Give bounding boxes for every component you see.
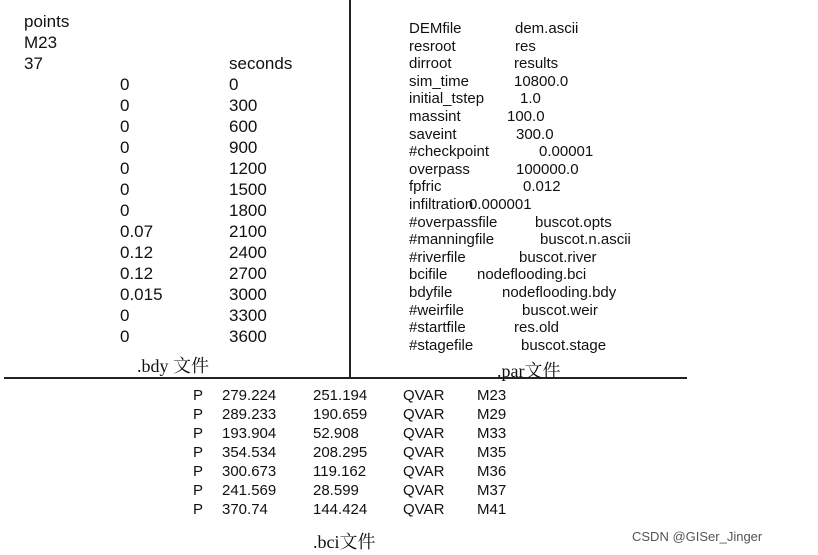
bdy-time-value: 900 xyxy=(229,138,258,157)
par-row xyxy=(0,214,818,232)
horizontal-divider xyxy=(4,377,687,379)
par-key: resroot xyxy=(409,37,456,55)
bdy-time-value: 3300 xyxy=(229,306,267,325)
bci-type: P xyxy=(193,444,204,461)
par-key: #startfile xyxy=(409,319,466,337)
par-row xyxy=(0,249,818,267)
par-row xyxy=(0,55,818,73)
par-row xyxy=(0,284,818,302)
par-value: buscot.opts xyxy=(535,213,612,231)
bdy-header-location: M23 xyxy=(24,33,58,52)
par-row xyxy=(0,196,818,214)
par-key: sim_time xyxy=(409,72,470,90)
par-key: dirroot xyxy=(409,55,452,73)
par-row xyxy=(0,108,818,126)
bci-location: M41 xyxy=(477,501,507,518)
bdy-flow-value: 0 xyxy=(120,327,130,346)
bci-row xyxy=(0,463,818,482)
bci-type: P xyxy=(193,387,204,404)
par-value: 100.0 xyxy=(507,108,545,125)
par-value: nodeflooding.bci xyxy=(477,266,587,284)
bci-y: 190.659 xyxy=(313,406,368,423)
bci-y: 144.424 xyxy=(313,501,368,518)
par-key: #riverfile xyxy=(409,248,466,266)
bci-y: 28.599 xyxy=(313,482,359,499)
par-row xyxy=(0,161,818,179)
par-key: fpfric xyxy=(409,178,442,196)
bdy-flow-value: 0 xyxy=(120,159,130,178)
bci-location: M36 xyxy=(477,463,507,480)
par-value: buscot.stage xyxy=(521,336,607,354)
par-row xyxy=(0,178,818,196)
watermark: CSDN @GISer_Jinger xyxy=(632,529,763,544)
par-row xyxy=(0,266,818,284)
bdy-flow-value: 0.015 xyxy=(120,285,163,304)
par-value: buscot.river xyxy=(519,248,597,266)
bdy-time-value: 3000 xyxy=(229,285,267,304)
par-key: #manningfile xyxy=(409,231,495,249)
par-row xyxy=(0,126,818,144)
bdy-flow-value: 0 xyxy=(120,180,130,199)
par-row xyxy=(0,302,818,320)
par-row xyxy=(0,38,818,56)
par-key: DEMfile xyxy=(409,20,462,37)
bci-type: P xyxy=(193,406,204,423)
bci-row xyxy=(0,482,818,501)
bci-x: 354.534 xyxy=(222,444,277,461)
bdy-flow-value: 0 xyxy=(120,138,130,157)
par-value: results xyxy=(514,55,559,73)
bci-y: 119.162 xyxy=(313,463,367,480)
bci-location: M37 xyxy=(477,482,507,499)
bdy-time-value: 600 xyxy=(229,117,258,136)
par-row xyxy=(0,20,818,38)
par-value: 1.0 xyxy=(520,90,541,108)
par-row xyxy=(0,90,818,108)
bci-caption: .bci文件 xyxy=(313,532,376,552)
bci-y: 208.295 xyxy=(313,444,368,461)
par-value: nodeflooding.bdy xyxy=(502,284,617,301)
par-row xyxy=(0,337,818,355)
bdy-flow-value: 0 xyxy=(120,96,130,115)
par-key: saveint xyxy=(409,125,457,143)
bci-y: 52.908 xyxy=(313,425,359,442)
bci-bc-type: QVAR xyxy=(403,425,445,442)
par-key: #overpassfile xyxy=(409,213,498,231)
bci-bc-type: QVAR xyxy=(403,501,445,518)
par-key: bdyfile xyxy=(409,284,453,301)
bdy-header-points: points xyxy=(24,12,70,31)
bci-bc-type: QVAR xyxy=(403,387,445,404)
bci-row xyxy=(0,406,818,425)
par-row xyxy=(0,231,818,249)
par-key: bcifile xyxy=(409,266,448,284)
par-value: dem.ascii xyxy=(515,20,579,37)
par-value: 300.0 xyxy=(516,125,554,143)
bdy-time-value: 3600 xyxy=(229,327,267,346)
par-value: 0.000001 xyxy=(469,196,532,213)
bdy-flow-value: 0 xyxy=(120,201,130,220)
bdy-time-value: 1500 xyxy=(229,180,267,199)
bdy-time-value: 2400 xyxy=(229,243,267,262)
bci-row xyxy=(0,444,818,463)
par-value: 100000.0 xyxy=(516,160,579,178)
bdy-flow-value: 0 xyxy=(120,75,130,94)
par-value: 0.012 xyxy=(523,178,561,196)
bci-type: P xyxy=(193,501,204,518)
bci-y: 251.194 xyxy=(313,387,368,404)
bdy-time-value: 1200 xyxy=(229,159,267,178)
par-row xyxy=(0,73,818,91)
par-key: #stagefile xyxy=(409,336,474,354)
par-value: res.old xyxy=(514,319,560,337)
par-key: initial_tstep xyxy=(409,90,485,108)
bci-bc-type: QVAR xyxy=(403,482,445,499)
par-key: #weirfile xyxy=(409,301,465,319)
bdy-time-value: 2100 xyxy=(229,222,267,241)
bci-x: 279.224 xyxy=(222,387,277,404)
bci-x: 300.673 xyxy=(222,463,277,480)
par-value: buscot.n.ascii xyxy=(540,231,631,249)
par-key: massint xyxy=(409,108,461,125)
bci-type: P xyxy=(193,425,204,442)
par-row xyxy=(0,319,818,337)
bci-x: 193.904 xyxy=(222,425,277,442)
par-value: 0.00001 xyxy=(539,143,594,161)
bci-row xyxy=(0,425,818,444)
bci-x: 370.74 xyxy=(222,501,268,518)
bdy-time-value: 300 xyxy=(229,96,258,115)
bdy-flow-value: 0.12 xyxy=(120,243,154,262)
bci-x: 241.569 xyxy=(222,482,277,499)
bci-x: 289.233 xyxy=(222,406,277,423)
bci-bc-type: QVAR xyxy=(403,406,445,423)
bdy-flow-value: 0.12 xyxy=(120,264,154,283)
par-value: buscot.weir xyxy=(522,301,598,319)
bdy-time-value: 2700 xyxy=(229,264,267,283)
par-key: overpass xyxy=(409,160,470,178)
bci-type: P xyxy=(193,463,204,480)
bci-row xyxy=(0,387,818,406)
bci-type: P xyxy=(193,482,204,499)
bdy-header-count: 37 xyxy=(24,54,43,73)
par-value: res xyxy=(515,37,536,55)
bci-location: M29 xyxy=(477,406,507,423)
par-row xyxy=(0,143,818,161)
par-key: infiltration xyxy=(409,196,474,213)
bdy-time-value: 1800 xyxy=(229,201,267,220)
bci-bc-type: QVAR xyxy=(403,463,445,480)
bdy-time-unit: seconds xyxy=(229,54,293,73)
par-caption: .par文件 xyxy=(497,361,561,381)
bci-location: M35 xyxy=(477,444,507,461)
bci-location: M23 xyxy=(477,387,507,404)
bdy-time-value: 0 xyxy=(229,75,239,94)
bci-location: M33 xyxy=(477,425,507,442)
par-key: #checkpoint xyxy=(409,143,490,161)
bci-row xyxy=(0,501,818,520)
bdy-flow-value: 0.07 xyxy=(120,222,154,241)
bdy-flow-value: 0 xyxy=(120,306,130,325)
par-value: 10800.0 xyxy=(514,72,569,90)
bdy-caption: .bdy 文件 xyxy=(137,356,209,376)
bdy-flow-value: 0 xyxy=(120,117,130,136)
bci-bc-type: QVAR xyxy=(403,444,445,461)
